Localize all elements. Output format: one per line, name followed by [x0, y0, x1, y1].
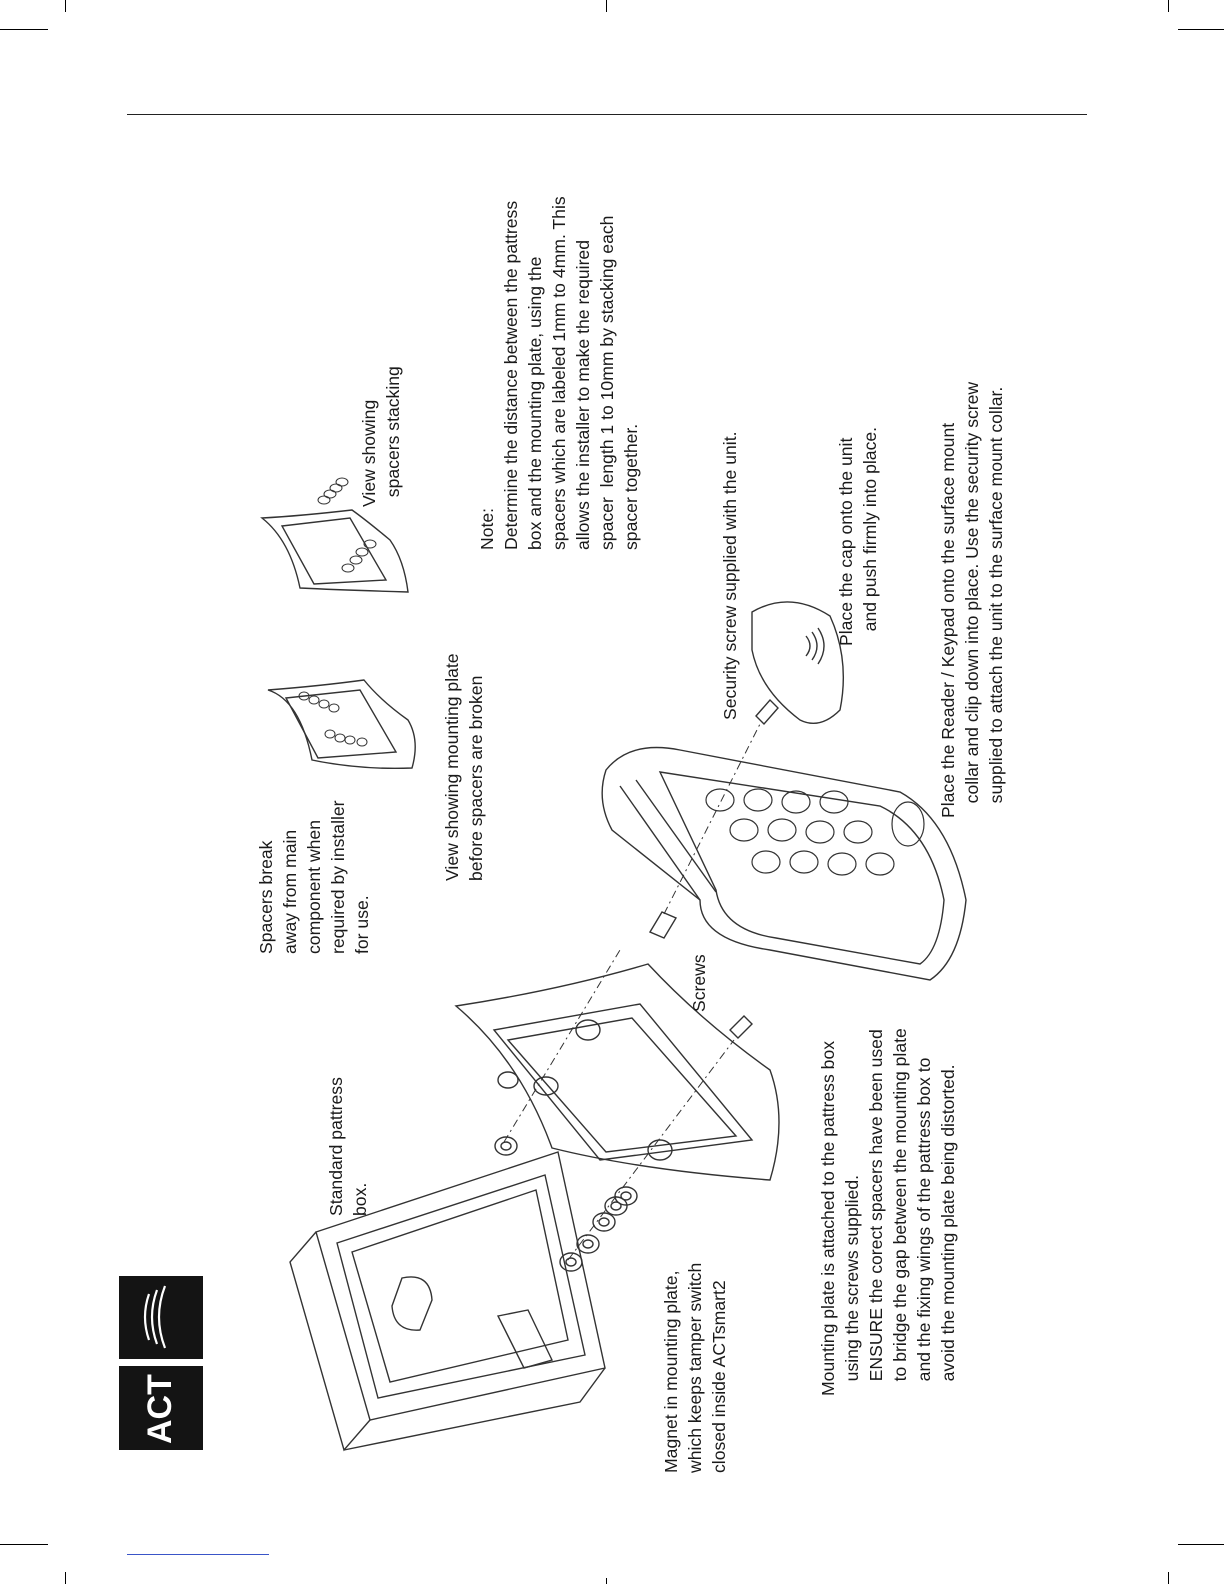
- label-spacers-break: Spacers break away from main component when required by installer for use.: [256, 800, 372, 954]
- label-note: Note: Determine the distance between the pattress box and the mounting plate, using the spacers which are labeled 1mm to 4mm. This allows the installer to make the required spacer length 1 to 10mm by stacking each spacer together.: [477, 196, 641, 550]
- label-screws: Screws: [689, 954, 709, 1012]
- security-screw: [756, 700, 778, 724]
- broken-spacers-plate-view: [268, 680, 415, 768]
- label-view-broken: View showing mounting plate before spacers are broken: [442, 653, 486, 881]
- mounting-plate: [456, 964, 779, 1180]
- label-view-stacking: View showing spacers stacking: [359, 366, 403, 507]
- label-mounting-plate: Mounting plate is attached to the pattress box using the screws supplied. ENSURE the corect spacers have been used to bridge the gap between the mounting plate and the fixing wings of the pattress box to avoid the mounting plate being distorted.: [818, 1028, 958, 1396]
- spacers-stack: [495, 1137, 637, 1271]
- label-standard-pattress-box: Standard pattress box.: [326, 1077, 370, 1216]
- label-magnet: Magnet in mounting plate, which keeps tamper switch closed inside ACTsmart2: [661, 1262, 729, 1473]
- svg-text:ACT: ACT: [141, 1374, 179, 1444]
- keypad-reader: [602, 748, 966, 981]
- label-reader: Place the Reader / Keypad onto the surface mount collar and clip down into place. Use the security screw supplied to attach the unit to the surface mount collar.: [938, 381, 1006, 818]
- label-security-screw: Security screw supplied with the unit.: [720, 431, 740, 720]
- label-cap: Place the cap onto the unit and push firmly into place.: [836, 426, 880, 646]
- guide-lines: [504, 724, 760, 1260]
